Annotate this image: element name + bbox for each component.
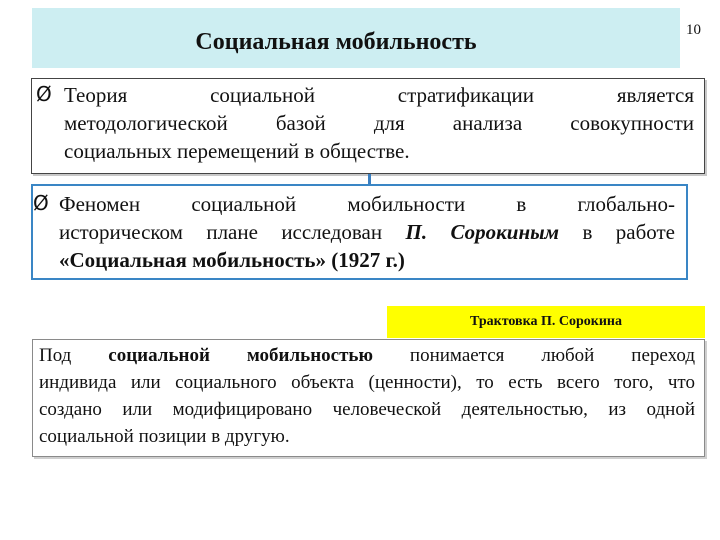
work-year: (1927 г.) <box>331 248 405 272</box>
slide-number: 10 <box>686 22 701 38</box>
slide-title: Социальная мобильность <box>195 29 477 55</box>
sorokin-interpretation-label: Трактовка П. Сорокина <box>387 306 705 338</box>
bullet-arrow-icon: Ø <box>33 191 49 215</box>
author-name: П. Сорокиным <box>405 220 560 244</box>
definition-line-1 <box>39 342 695 369</box>
work-title: «Социальная мобильность» <box>59 248 327 272</box>
phenomenon-box <box>31 184 688 280</box>
theory-line-2: методологической базой для анализа совокупности <box>64 111 694 135</box>
definition-line-1-prefix: Под <box>39 345 72 366</box>
phenomenon-line-1: Феномен социальной мобильности в глобально- <box>59 192 675 216</box>
definition-line-2: индивида или социального объекта (ценности), то есть всего того, что <box>39 372 695 393</box>
phenomenon-line-2 <box>59 218 675 246</box>
theory-paragraph <box>64 81 694 165</box>
definition-paragraph <box>39 342 695 450</box>
phenomenon-paragraph <box>59 190 675 274</box>
definition-line-4: социальной позиции в другую. <box>39 426 290 447</box>
theory-line-1: Теория социальной стратификации является <box>64 83 694 107</box>
definition-box <box>32 339 705 457</box>
phenomenon-line-3 <box>59 246 675 274</box>
definition-line-3: создано или модифицировано человеческой деятельностью, из одной <box>39 399 695 420</box>
definition-term: социальной мобильностью <box>108 345 373 366</box>
slide-title-bar <box>32 8 680 68</box>
phenomenon-line-2-prefix: историческом плане исследован <box>59 220 383 244</box>
definition-line-1-suffix: понимается любой переход <box>409 345 695 366</box>
theory-box <box>31 78 705 174</box>
theory-line-3: социальных перемещений в обществе. <box>64 139 410 163</box>
bullet-arrow-icon: Ø <box>36 82 52 106</box>
phenomenon-line-2-suffix: в работе <box>582 220 675 244</box>
